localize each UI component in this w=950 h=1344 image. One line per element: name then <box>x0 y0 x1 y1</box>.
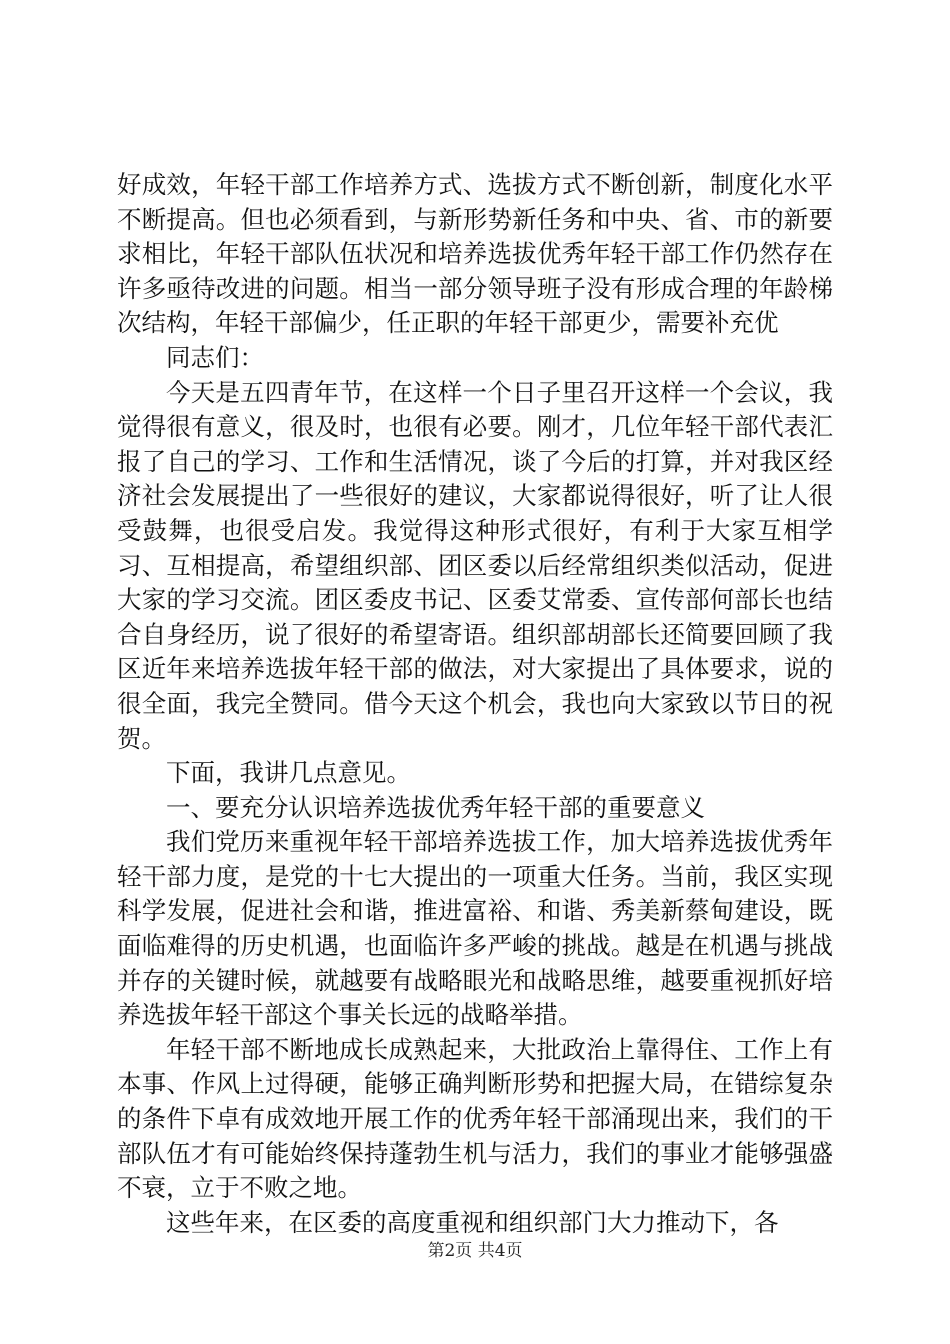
section-heading-1: 一、要充分认识培养选拔优秀年轻干部的重要意义 <box>166 792 705 822</box>
paragraph-salutation: 同志们： <box>166 342 264 372</box>
paragraph-section-1-a: 我们党历来重视年轻干部培养选拔工作，加大培养选拔优秀年轻干部力度，是党的十七大提出的一项重大任务。当前，我区实现科学发展，促进社会和谐，推进富裕、和谐、秀美新蔡甸建设，既面临难得的历史机遇，也面临许多严峻的挑战。越是在机遇与挑战并存的关键时候，就越要有战略眼光和战略思维，越要重视抓好培养选拔年轻干部这个事关长远的战略举措。 <box>117 827 833 1030</box>
paragraph-opening: 今天是五四青年节，在这样一个日子里召开这样一个会议，我觉得很有意义，很及时，也很有必要。刚才，几位年轻干部代表汇报了自己的学习、工作和生活情况，谈了今后的打算，并对我区经济社会发展提出了一些很好的建议，大家都说得很好，听了让人很受鼓舞，也很受启发。我觉得这种形式很好，有利于大家互相学习、互相提高，希望组织部、团区委以后经常组织类似活动，促进大家的学习交流。团区委皮书记、区委艾常委、宣传部何部长也结合自身经历，说了很好的希望寄语。组织部胡部长还简要回顾了我区近年来培养选拔年轻干部的做法，对大家提出了具体要求，说的很全面，我完全赞同。借今天这个机会，我也向大家致以节日的祝贺。 <box>117 377 833 753</box>
document-body <box>117 168 833 1240</box>
paragraph-continuation: 好成效，年轻干部工作培养方式、选拔方式不断创新，制度化水平不断提高。但也必须看到，与新形势新任务和中央、省、市的新要求相比，年轻干部队伍状况和培养选拔优秀年轻干部工作仍然存在许多亟待改进的问题。相当一部分领导班子没有形成合理的年龄梯次结构，年轻干部偏少，任正职的年轻干部更少，需要补充优 <box>117 170 833 338</box>
paragraph-transition: 下面，我讲几点意见。 <box>166 758 411 788</box>
paragraph-section-1-b: 年轻干部不断地成长成熟起来，大批政治上靠得住、工作上有本事、作风上过得硬，能够正确判断形势和把握大局，在错综复杂的条件下卓有成效地开展工作的优秀年轻干部涌现出来，我们的干部队伍才有可能始终保持蓬勃生机与活力，我们的事业才能够强盛不衰，立于不败之地。 <box>117 1034 833 1203</box>
page-number-footer: 第2页 共4页 <box>427 1241 523 1261</box>
paragraph-section-1-c: 这些年来，在区委的高度重视和组织部门大力推动下，各 <box>166 1207 779 1237</box>
